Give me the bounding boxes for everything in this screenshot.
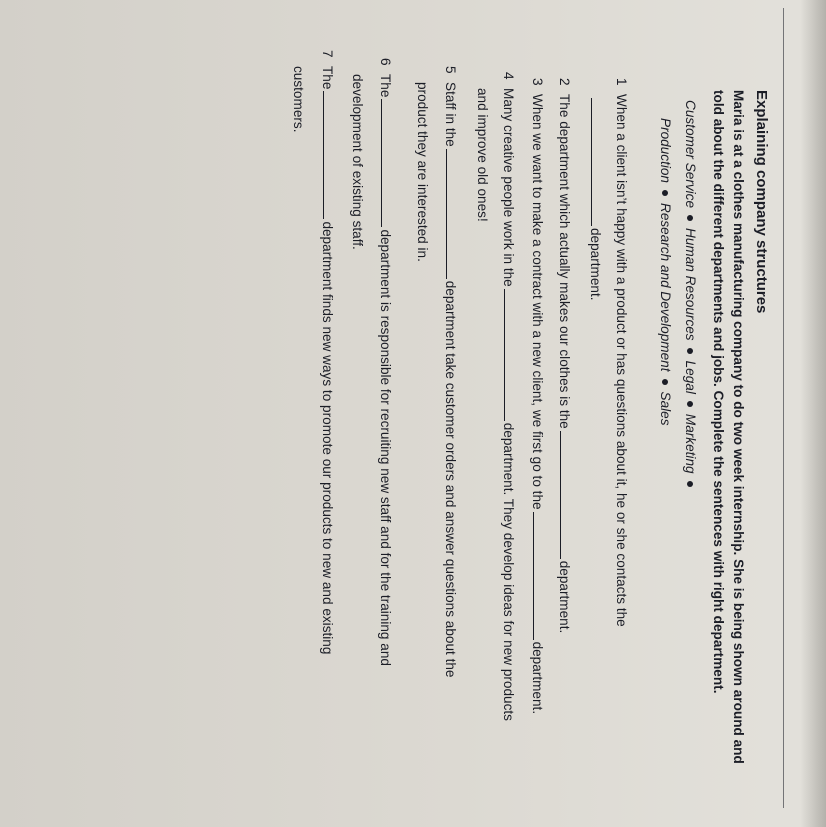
question-5-line-1: 5Staff in thedepartment take customer orders and answer questions about the — [443, 66, 458, 678]
question-number: 5 — [443, 66, 458, 74]
word-option: Research and Development — [658, 203, 673, 372]
word-option: Human Resources — [683, 228, 698, 341]
word-option: Production — [658, 118, 673, 183]
worksheet-page — [0, 8, 790, 808]
answer-blank-7[interactable] — [323, 91, 336, 219]
instructions-text: Maria is at a clothes manufacturing company to do two week internship. She is being shown around and told about the different departments and jobs. Complete the sentences with right department. — [711, 90, 746, 764]
bullet-icon — [687, 348, 693, 354]
bullet-icon — [662, 190, 668, 196]
question-1-line-1: 1When a client isn’t happy with a product or has questions about it, he or she contacts the — [614, 78, 629, 627]
bullet-icon — [662, 379, 668, 385]
answer-blank-6[interactable] — [381, 99, 394, 227]
question-number: 6 — [378, 58, 393, 66]
question-number: 1 — [614, 78, 629, 86]
question-6-line-1: 6Thedepartment is responsible for recruiting new staff and for the training and — [378, 58, 393, 666]
question-1-line-2: department. — [588, 96, 604, 301]
word-box-row-2 — [658, 118, 673, 426]
bullet-icon — [687, 215, 693, 221]
header-rule — [783, 8, 784, 808]
question-4-line-2: and improve old ones! — [475, 88, 490, 222]
question-number: 3 — [530, 78, 545, 86]
question-2: 2The department which actually makes our clothes is thedepartment. — [557, 78, 572, 634]
word-box-row-1 — [683, 100, 698, 494]
word-option: Customer Service — [683, 100, 698, 209]
answer-blank-4[interactable] — [504, 289, 517, 421]
question-4-line-1: 4Many creative people work in thedepartment. They develop ideas for new products — [501, 72, 516, 721]
question-3: 3When we want to make a contract with a new client, we first go to thedepartment. — [530, 78, 545, 715]
page-edge-shadow — [800, 0, 826, 827]
answer-blank-5[interactable] — [446, 149, 459, 279]
question-number: 2 — [557, 78, 572, 86]
word-option: Legal — [683, 360, 698, 394]
answer-blank-3[interactable] — [533, 512, 546, 640]
word-option: Sales — [658, 391, 673, 426]
question-number: 7 — [320, 50, 335, 58]
question-6-line-2: development of existing staff. — [350, 74, 365, 250]
worksheet-title: Explaining company structures — [753, 90, 770, 314]
question-7-line-2: customers. — [291, 66, 306, 133]
question-7-line-1: 7Thedepartment finds new ways to promote our products to new and existing — [320, 50, 335, 655]
question-number: 4 — [501, 72, 516, 80]
answer-blank-1[interactable] — [591, 98, 604, 226]
question-5-line-2: product they are interested in. — [415, 82, 430, 262]
bullet-icon — [687, 481, 693, 487]
word-option: Marketing — [683, 413, 698, 474]
bullet-icon — [687, 401, 693, 407]
answer-blank-2[interactable] — [560, 431, 573, 559]
